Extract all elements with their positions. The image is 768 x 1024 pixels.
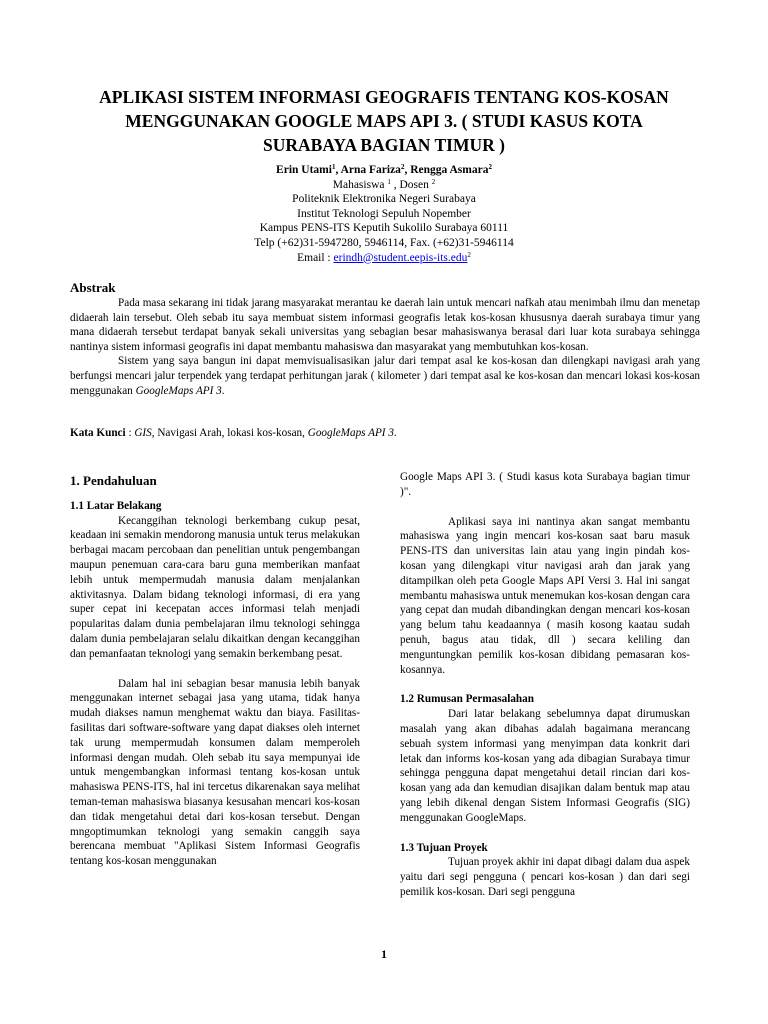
subsection-heading: 1.1 Latar Belakang bbox=[70, 499, 162, 512]
author-sup: 2 bbox=[400, 163, 405, 171]
affiliation: Politeknik Elektronika Negeri Surabaya bbox=[292, 193, 476, 206]
title-line: MENGGUNAKAN GOOGLE MAPS API 3. ( STUDI KASUS KOTA bbox=[125, 111, 643, 131]
body-paragraph: Aplikasi saya ini nantinya akan sangat membantu mahasiswa yang ingin mencari kos-kosan saat baru masuk PENS-ITS dan universitas lain atau yang ingin pindah kos-kosan yang dilengkapi vitur navigasi arah dan jarak yang ditampilkan oleh peta Google Maps API Versi 3. Hal ini sangat membantu mahasiswa untuk menemukan kos-kosan dengan cara yang cepat dan mudah dibandingkan dengan mencari kos-kosan yang belum tahu keadaannya ( masih kosong kaatau sudah penuh, bagus atau tidak, dll ) secara keliling dan menguntungkan pemilik kos-kosan dibidang pemasaran kos-kosannya. bbox=[400, 515, 690, 676]
address: Kampus PENS-ITS Keputih Sukolilo Surabaya 60111 bbox=[259, 222, 509, 235]
author-sup: 1 bbox=[331, 163, 336, 171]
abstract-heading: Abstrak bbox=[70, 280, 116, 295]
email-line: Email : erindh@student.eepis-its.edu$^2$ bbox=[297, 250, 471, 264]
section-heading: 1. Pendahuluan bbox=[70, 473, 157, 488]
paper-title bbox=[70, 85, 698, 157]
affiliation: Institut Teknologi Sepuluh Nopember bbox=[297, 207, 471, 220]
subsection-heading: 1.3 Tujuan Proyek bbox=[400, 841, 488, 854]
abstract-paragraph: Sistem yang saya bangun ini dapat memvisualisasikan jalur dari tempat asal ke kos-kosan dan dilengkapi navigasi arah yang berfungsi mencari jalur terpendek yang terdapat perhitungan jarak ( kilometer ) dari tempat asal ke kos-kosan dan mencari lokasi kos-kosan menggunakan GoogleMaps API 3. bbox=[70, 355, 700, 397]
body-paragraph: Google Maps API 3. ( Studi kasus kota Surabaya bagian timur )". bbox=[400, 471, 690, 498]
title-line: SURABAYA BAGIAN TIMUR ) bbox=[263, 135, 505, 155]
body-paragraph: Dari latar belakang sebelumnya dapat dirumuskan masalah yang akan dibahas adalah bagaimana merancang sebuah system informasi yang menyimpan data konkrit dari letak dan informs kos-kosan yang ada dibagian Surabaya timur sehingga pengguna dapat mengetahui detail rincian dari kos-kosan yang ada dan kemudian disajikan dalam bentuk map atau yang lebih dikenal dengan Sistem Informasi Geografis (SIG) menggunakan GoogleMaps. bbox=[400, 708, 690, 824]
author-names: Erin Utami$^1$, Arna Fariza$^2$, Rengga Asmara$^2$ bbox=[276, 163, 492, 176]
author-name: Arna Fariza bbox=[340, 164, 401, 176]
right-column bbox=[400, 470, 690, 900]
page-number: 1 bbox=[381, 947, 387, 961]
body-paragraph: Tujuan proyek akhir ini dapat dibagi dalam dua aspek yaitu dari segi pengguna ( pencari kos-kosan ) dan dari segi pemilik kos-kosan. Dari segi pengguna bbox=[400, 856, 690, 898]
email-link[interactable]: erindh@student.eepis-its.edu bbox=[333, 251, 468, 264]
title-line: APLIKASI SISTEM INFORMASI GEOGRAFIS TENTANG KOS-KOSAN bbox=[99, 87, 669, 107]
author-block bbox=[120, 163, 648, 265]
author-sup: 2 bbox=[488, 163, 492, 171]
abstract-body bbox=[70, 296, 700, 398]
author-roles: Mahasiswa $^1$ , Dosen $^2$ bbox=[332, 177, 436, 191]
body-paragraph: Dalam hal ini sebagian besar manusia lebih banyak menggunakan internet sebagai jasa yang utama, tidak hanya mudah diakses namun menghemat waktu dan biaya. Fasilitas-fasilitas dari software-software yang dapat diakses oleh internet tak urung mempermudah konsumen dalam memperoleh informasi dengan mudah. Oleh sebab itu saya mempunyai ide untuk mengembangkan informasi tentang kos-kosan untuk mahasiswa PENS-ITS, hal ini tercetus dikarenakan saya melihat teman-teman mahasiswa biasanya kesusahan mencari kos-kosan dan tidak mengetahui detai dari kos-kosan tersebut. Dengan mngoptimumkan teknologi yang semakin canggih saya berencana membuat "Aplikasi Sistem Informasi Geografis tentang kos-kosan menggunakan bbox=[70, 677, 360, 868]
author-name: Rengga Asmara bbox=[410, 164, 489, 176]
phone: Telp (+62)31-5947280, 5946114, Fax. (+62)31-5946114 bbox=[254, 236, 514, 249]
left-column bbox=[70, 474, 360, 869]
abstract-paragraph: Pada masa sekarang ini tidak jarang masyarakat merantau ke daerah lain untuk mencari nafkah atau menimbah ilmu dan menetap didaerah lain tersebut. Oleh sebab itu saya membuat sistem informasi geografis letak kos-kosan khususnya daerah surabaya timur yang mana didaerah tersebut terdapat banyak sekali universitas yang sebagian besar mahasiswanya berasal dari luar kota surabaya sehingga nantinya sistem informasi geografis ini dapat membantu mahasiswa dan masyarakat yang membutuhkan kos-kosan. bbox=[70, 297, 700, 353]
author-name: Erin Utami bbox=[276, 164, 332, 176]
keywords: Kata Kunci : GIS, Navigasi Arah, lokasi kos-kosan, GoogleMaps API 3. bbox=[70, 427, 397, 439]
subsection-heading: 1.2 Rumusan Permasalahan bbox=[400, 693, 534, 706]
body-paragraph: Kecanggihan teknologi berkembang cukup pesat, keadaan ini semakin mendorong manusia untuk terus melakukan berbagai macam percobaan dan penelitian untuk pengembangan maupun penemuan cara-cara baru guna memberikan manfaat lebih untuk mempermudah manusia dalam menjalankan aktivitasnya. Dalam bidang teknologi informasi, di era yang super cepat ini kecepatan acces informasi telah menjadi popularitas dalam dunia pembelajaran ilmu teknologi sehingga dalam dunia pembelajaran selalu dikaitkan dengan kecanggihan dan pemanfaatan teknologi yang semakin berkembang pesat. bbox=[70, 514, 360, 660]
